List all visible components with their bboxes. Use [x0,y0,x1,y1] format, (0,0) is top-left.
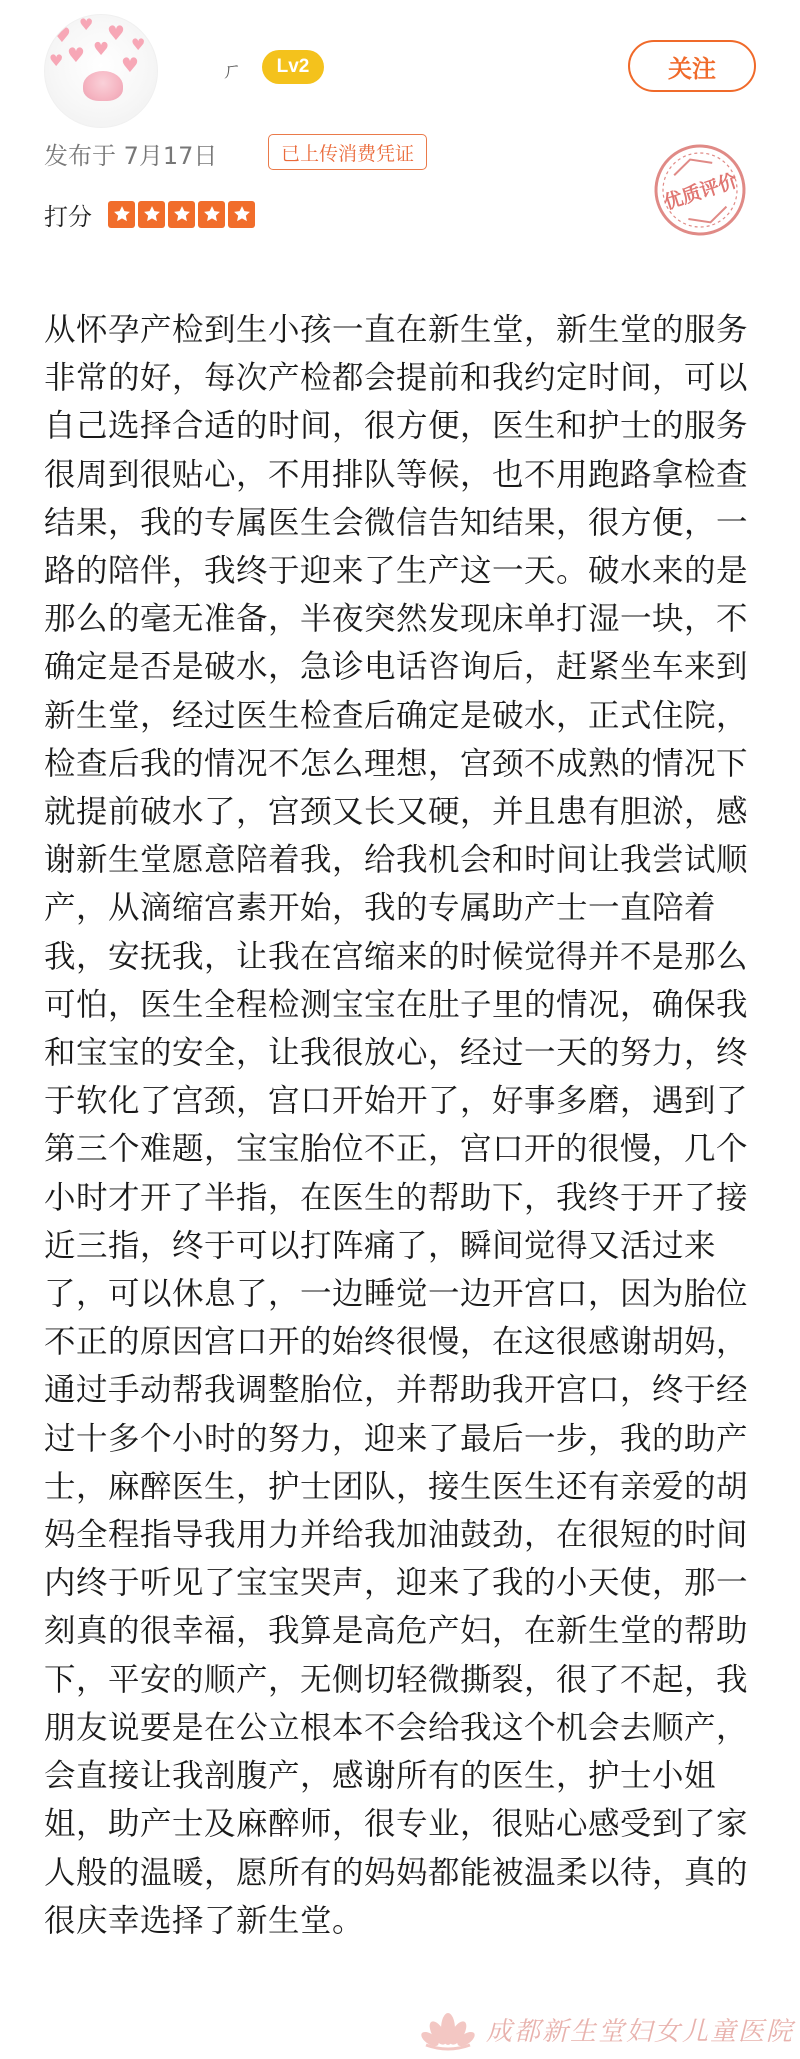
hospital-watermark [420,2004,794,2054]
username[interactable]: ㄏ [222,58,242,82]
review-text: 从怀孕产检到生小孩一直在新生堂，新生堂的服务非常的好，每次产检都会提前和我约定时间，可以自己选择合适的时间，很方便，医生和护士的服务很周到很贴心，不用排队等候，也不用跑路拿检查结果，我的专属医生会微信告知结果，很方便，一路的陪伴，我终于迎来了生产这一天。破水来的是那么的毫无准备，半夜突然发现床单打湿一块，不确定是否是破水，急诊电话咨询后，赶紧坐车来到新生堂，经过医生检查后确定是破水，正式住院，检查后我的情况不怎么理想，宫颈不成熟的情况下就提前破水了，宫颈又长又硬，并且患有胆淤，感谢新生堂愿意陪着我，给我机会和时间让我尝试顺产，从滴缩宫素开始，我的专属助产士一直陪着我，安抚我，让我在宫缩来的时候觉得并不是那么可怕，医生全程检测宝宝在肚子里的情况，确保我和宝宝的安全，让我很放心，经过一天的努力，终于软化了宫颈，宫口开始开了，好事多磨，遇到了第三个难题，宝宝胎位不正，宫口开的很慢，几个小时才开了半指，在医生的帮助下，我终于开了接近三指，终于可以打阵痛了，瞬间觉得又活过来了，可以休息了，一边睡觉一边开宫口，因为胎位不正的原因宫口开的始终很慢，在这很感谢胡妈，通过手动帮我调整胎位，并帮助我开宫口，终于经过十多个小时的努力，迎来了最后一步，我的助产士，麻醉医生，护士团队，接生医生还有亲爱的胡妈全程指导我用力并给我加油鼓劲，在很短的时间内终于听见了宝宝哭声，迎来了我的小天使，那一刻真的很幸福，我算是高危产妇，在新生堂的帮助下，平安的顺产，无侧切轻微撕裂，很了不起，我朋友说要是在公立根本不会给我这个机会去顺产，会直接让我剖腹产，感谢所有的医生，护士小姐姐，助产士及麻醉师，很专业，很贴心感受到了家人般的温暖，愿所有的妈妈都能被温柔以待，真的很庆幸选择了新生堂。 [44,312,749,1939]
review-header [0,0,800,231]
heart-icon: ♥ [131,35,146,54]
star-icon [168,201,195,228]
rating-stars [108,201,255,228]
heart-icon: ♥ [49,51,64,70]
rating-row [44,196,255,232]
star-icon [198,201,225,228]
flower-icon [83,71,123,101]
rating-label: 打分 [44,202,92,231]
quality-review-stamp [650,140,750,240]
heart-icon: ♥ [93,39,110,60]
heart-icon: ♥ [67,43,85,67]
level-badge: Lv2 [262,50,324,84]
watermark-text: 成都新生堂妇女儿童医院 [486,2016,795,2047]
avatar[interactable] [44,14,158,128]
heart-icon: ♥ [121,53,139,77]
heart-icon: ♥ [79,15,94,34]
star-icon [228,201,255,228]
heart-icon: ♥ [53,23,71,47]
publish-date: 发布于 7月17日 [44,142,218,170]
voucher-badge: 已上传消费凭证 [268,134,427,170]
follow-button[interactable]: 关注 [628,40,756,92]
star-icon [138,201,165,228]
quality-stamp-text: 优质评价 [661,169,741,215]
star-icon [108,201,135,228]
lotus-icon [420,2007,476,2051]
heart-icon: ♥ [107,21,125,45]
